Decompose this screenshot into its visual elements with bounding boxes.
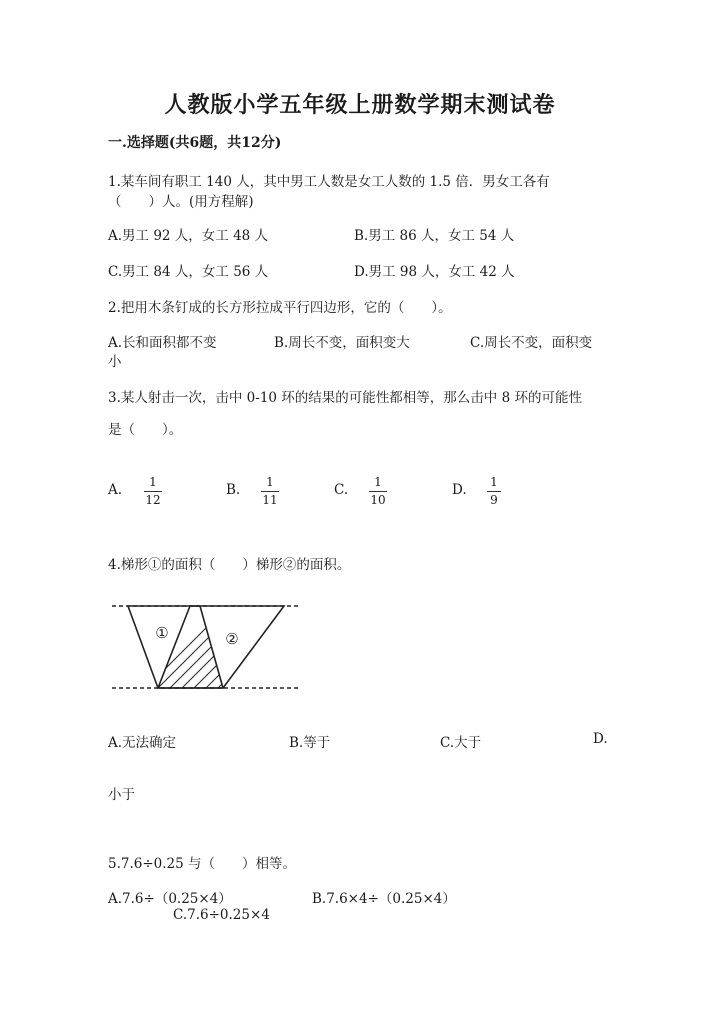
- question-3-text: 3.某人射击一次，击中 0-10 环的结果的可能性都相等，那么击中 8 环的可能性: [108, 390, 582, 406]
- question-1-text: 1.某车间有职工 140 人，其中男工人数是女工人数的 1.5 倍．男女工各有: [108, 174, 550, 190]
- question-3-option-b[interactable]: B.: [226, 482, 241, 498]
- trapezoid-figure: [108, 598, 308, 694]
- fraction-c-denominator: 10: [370, 493, 386, 507]
- question-1-option-a[interactable]: A.男工 92 人，女工 48 人: [108, 228, 269, 244]
- question-1-text-cont: （ ）人。(用方程解): [108, 194, 254, 210]
- fraction-b-denominator: 11: [262, 493, 278, 507]
- question-2-option-b[interactable]: B.周长不变，面积变大: [274, 335, 410, 351]
- question-3-text-cont: 是（ ）。: [108, 422, 183, 438]
- question-5-option-b[interactable]: B.7.6×4÷（0.25×4）: [312, 891, 456, 907]
- question-5-option-c[interactable]: C.7.6÷0.25×4: [173, 907, 270, 923]
- trapezoid-2: [158, 606, 284, 688]
- fraction-a-numerator: 1: [149, 475, 157, 489]
- question-3-option-a[interactable]: A.: [108, 482, 123, 498]
- question-2-option-c[interactable]: C.周长不变，面积变: [470, 335, 593, 351]
- question-3-option-d[interactable]: D.: [452, 482, 467, 498]
- fraction-d-numerator: 1: [490, 475, 498, 489]
- fraction-c: [369, 476, 387, 507]
- question-2-option-c-cont: 小: [108, 354, 122, 370]
- fraction-c-numerator: 1: [374, 475, 382, 489]
- question-3-option-c[interactable]: C.: [334, 482, 349, 498]
- fraction-d: [487, 476, 501, 507]
- fraction-b: [261, 476, 279, 507]
- fraction-d-denominator: 9: [490, 493, 498, 507]
- question-4-option-a[interactable]: A.无法确定: [108, 735, 177, 751]
- fraction-a: [144, 476, 162, 507]
- question-2-option-a[interactable]: A.长和面积都不变: [108, 335, 217, 351]
- question-4-option-b[interactable]: B.等于: [289, 735, 331, 751]
- fraction-b-numerator: 1: [266, 475, 274, 489]
- trapezoid-1: [128, 606, 223, 688]
- question-2-text: 2.把用木条钉成的长方形拉成平行四边形，它的（ ）。: [108, 300, 452, 316]
- question-4-option-d[interactable]: D.: [593, 731, 608, 747]
- question-4-option-c[interactable]: C.大于: [440, 735, 482, 751]
- trapezoid-2-label: ②: [225, 630, 239, 648]
- question-5-text: 5.7.6÷0.25 与（ ）相等。: [108, 856, 297, 872]
- question-5-option-a[interactable]: A.7.6÷（0.25×4）: [108, 891, 232, 907]
- question-1-option-b[interactable]: B.男工 86 人，女工 54 人: [354, 228, 515, 244]
- question-4-option-d-cont: 小于: [108, 787, 135, 803]
- section-heading: 一.选择题(共6题，共12分): [108, 135, 282, 151]
- question-4-text: 4.梯形①的面积（ ）梯形②的面积。: [108, 557, 351, 573]
- page-title: 人教版小学五年级上册数学期末测试卷: [164, 92, 556, 118]
- question-1-option-c[interactable]: C.男工 84 人，女工 56 人: [108, 264, 269, 280]
- fraction-a-denominator: 12: [145, 493, 161, 507]
- question-1-option-d[interactable]: D.男工 98 人，女工 42 人: [354, 264, 515, 280]
- trapezoid-1-label: ①: [155, 624, 169, 642]
